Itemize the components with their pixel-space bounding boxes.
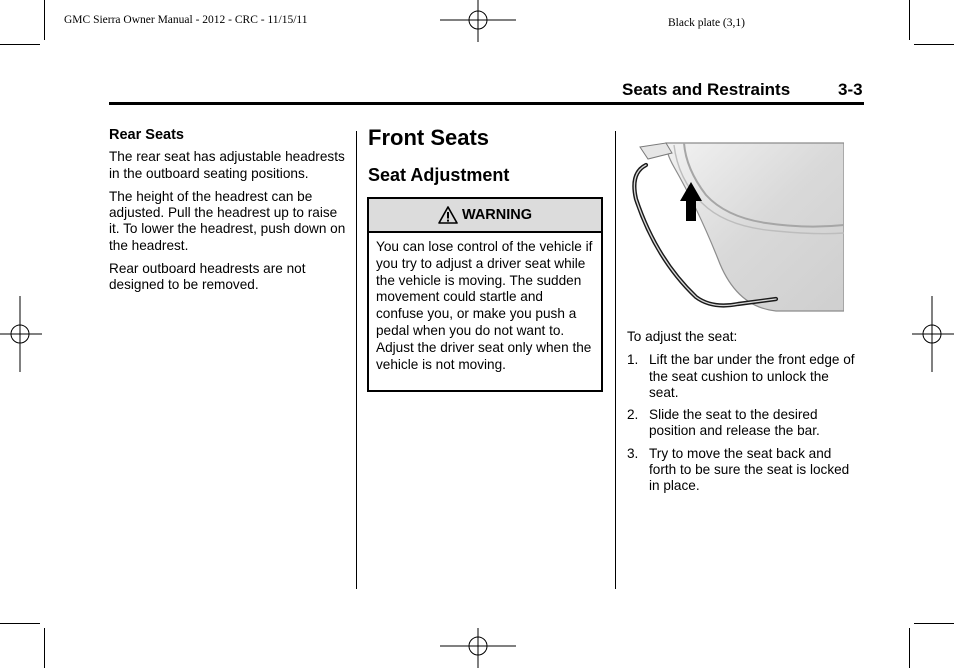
step-text: Lift the bar under the front edge of the seat cushion to unlock the seat.: [649, 352, 855, 400]
slug-right: Black plate (3,1): [668, 17, 745, 29]
list-item: [627, 407, 859, 440]
step-number: 3.: [627, 445, 639, 461]
step-text: Slide the seat to the desired position and release the bar.: [649, 407, 820, 439]
page-number: 3-3: [838, 80, 863, 99]
step-text: Try to move the seat back and forth to be sure the seat is locked in place.: [649, 445, 850, 494]
crop-mark: [0, 623, 40, 624]
crop-mark: [44, 0, 45, 40]
warning-label: WARNING: [461, 207, 533, 223]
crop-mark: [914, 623, 954, 624]
instruction-intro: To adjust the seat:: [627, 329, 738, 344]
right-column: [627, 329, 859, 501]
running-header-section: Seats and Restraints: [622, 80, 791, 99]
warning-text: You can lose control of the vehicle if you try to adjust a driver seat while the vehicle is moving. The sudden movement could startle and confuse you, or make you push a pedal when you do not want to. Adjust the driver seat only when the vehicle is not moving.: [376, 239, 593, 372]
step-number: 2.: [627, 407, 639, 423]
section-heading-rear-seats: Rear Seats: [109, 127, 184, 143]
page-title: Front Seats: [368, 125, 490, 150]
paragraph: Rear outboard headrests are not designed to be removed.: [109, 261, 306, 293]
registration-mark-left: [0, 296, 42, 372]
registration-mark-right: [912, 296, 954, 372]
warning-box: [367, 197, 603, 392]
warning-triangle-icon: [438, 206, 458, 224]
column-divider: [615, 131, 616, 589]
seat-adjust-bar-illustration: [626, 139, 844, 314]
list-item: [627, 352, 859, 401]
registration-mark-bottom: [440, 626, 516, 668]
registration-mark-top: [440, 0, 516, 44]
crop-mark: [909, 0, 910, 40]
warning-header: [369, 199, 601, 233]
crop-mark: [44, 628, 45, 668]
header-rule: [109, 102, 864, 105]
crop-mark: [909, 628, 910, 668]
column-divider: [356, 131, 357, 589]
step-number: 1.: [627, 352, 639, 368]
slug-left: GMC Sierra Owner Manual - 2012 - CRC - 11/15/11: [64, 14, 308, 26]
crop-mark: [914, 44, 954, 45]
crop-mark: [0, 44, 40, 45]
subsection-title: Seat Adjustment: [368, 165, 510, 185]
left-column: [109, 127, 349, 301]
paragraph: The rear seat has adjustable headrests in the outboard seating positions.: [109, 149, 345, 181]
step-list: [627, 352, 859, 494]
paragraph: The height of the headrest can be adjusted. Pull the headrest up to raise it. To lower the headrest, push down on the headrest.: [109, 188, 346, 253]
list-item: [627, 446, 859, 495]
